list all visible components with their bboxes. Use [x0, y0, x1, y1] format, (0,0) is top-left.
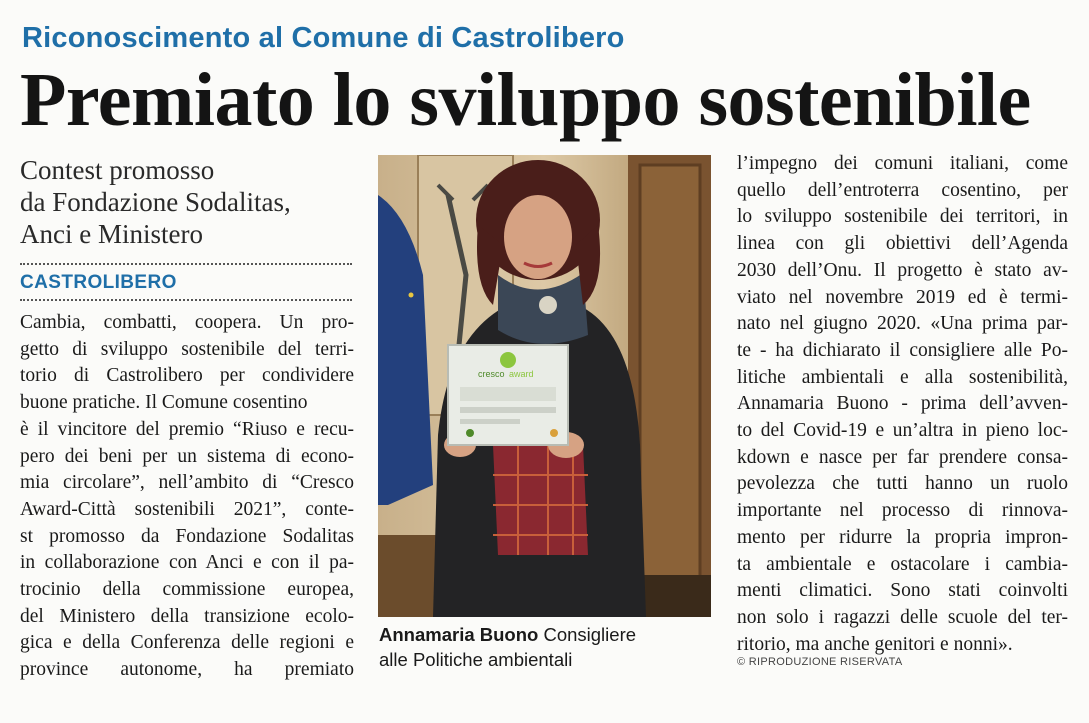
dotted-divider [20, 263, 352, 265]
article-kicker: Riconoscimento al Comune di Castrolibero [22, 22, 625, 54]
body-line: nato nel giugno 2020. «Una prima par- [737, 313, 1068, 335]
body-line: getto di sviluppo sostenibile del terri- [20, 338, 354, 360]
body-line: gica e della Conferenza delle regioni e [20, 632, 354, 654]
plaque-text: cresco [478, 369, 505, 379]
body-line: pevolezza che tutti hanno un ruolo [737, 473, 1068, 495]
body-line: Award-Città sostenibili 2021”, conte- [20, 498, 354, 520]
body-line: trocinio della commissione europea, [20, 579, 354, 601]
article-dateline: CASTROLIBERO [20, 272, 177, 293]
award-plaque [448, 345, 568, 445]
body-line: ritorio, ma anche genitori e nonni». [737, 633, 1013, 655]
body-line: Annamaria Buono - prima dell’avven- [737, 393, 1068, 415]
subtitle-line: da Fondazione Sodalitas, [20, 187, 291, 217]
body-line: st promosso da Fondazione Sodalitas [20, 525, 354, 547]
body-line: 2030 dell’Onu. Il progetto è stato av- [737, 259, 1068, 281]
caption-name: Annamaria Buono [379, 624, 539, 645]
photo-illustration [378, 155, 711, 617]
body-line: pero dei beni per un sistema di econo- [20, 445, 354, 467]
plaque-text: award [509, 369, 534, 379]
article-headline: Premiato lo sviluppo sostenibile [20, 58, 1031, 142]
dotted-divider [20, 299, 352, 301]
body-line: importante nel processo di rinnova- [737, 500, 1068, 522]
body-line: menti climatici. Sono stati coinvolti [737, 580, 1068, 602]
body-line: viato nel novembre 2019 ed è termi- [737, 286, 1068, 308]
body-line: del Ministero della transizione ecolo- [20, 605, 354, 627]
photo-caption [379, 622, 719, 672]
body-line: torio di Castrolibero per condividere [20, 365, 354, 387]
body-line: te - ha dichiarato il consigliere alle Po- [737, 339, 1068, 361]
body-line: in collaborazione con Anci e con il pa- [20, 552, 354, 574]
caption-role: Consigliere [538, 624, 637, 645]
body-line: litiche ambientali e alla sostenibilità, [737, 366, 1068, 388]
body-line: mento per ridurre la propria impron- [737, 526, 1068, 548]
article-photo [378, 155, 711, 617]
body-line: ta ambientale e ostacolare i cambia- [737, 553, 1068, 575]
body-line: linea con gli obiettivi dell’Agenda [737, 233, 1068, 255]
body-line: quello dell’entroterra cosentino, per [737, 179, 1068, 201]
caption-role-continued: alle Politiche ambientali [379, 649, 573, 670]
body-line: kdown e nasce per far prendere consa- [737, 446, 1068, 468]
body-line: buone pratiche. Il Comune cosentino [20, 392, 308, 414]
body-line: mia circolare”, nell’ambito di “Cresco [20, 472, 354, 494]
subtitle-line: Contest promosso [20, 155, 215, 185]
article-column-1 [20, 310, 354, 684]
body-line: non solo i ragazzi delle scuole del ter- [737, 606, 1068, 628]
body-line: lo sviluppo sostenibile dei territori, in [737, 206, 1068, 228]
article-column-2 [737, 151, 1068, 658]
copyright-notice: © RIPRODUZIONE RISERVATA [737, 656, 903, 668]
subtitle-line: Anci e Ministero [20, 219, 203, 249]
body-line: è il vincitore del premio “Riuso e recu- [20, 418, 354, 440]
body-line: province autonome, ha premiato [20, 659, 354, 681]
body-line: l’impegno dei comuni italiani, come [737, 153, 1068, 174]
body-line: Cambia, combatti, coopera. Un pro- [20, 312, 354, 333]
body-line: to del Covid-19 e un’altra in pieno loc- [737, 420, 1068, 442]
article-subtitle [20, 154, 360, 250]
